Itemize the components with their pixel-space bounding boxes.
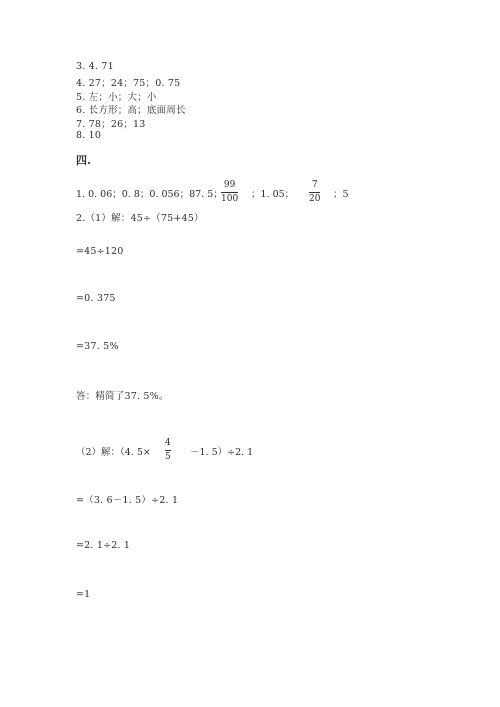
answer-line-8: 8. 10 [76,130,102,141]
q2-part2-frac-num: 4 [165,438,171,448]
q2-line-9: =1 [76,589,91,600]
section-heading: 四. [76,154,91,167]
q2-line-4: =37. 5% [76,341,119,352]
answer-line-5: 5. 左；小；大；小 [76,92,157,103]
q1-text-b: ；1. 05； [251,189,295,200]
q2-part2-frac-den: 5 [165,452,171,462]
answer-line-3: 3. 4. 71 [76,61,114,72]
q1-fraction-2 [309,180,320,205]
fraction-bar [221,192,238,193]
q1-fraction-1 [221,180,238,205]
q1-frac1-num: 99 [223,180,236,190]
q2-line-2: =45÷120 [76,246,124,257]
q1-frac1-den: 100 [221,194,239,204]
answer-line-7: 7. 78；26；13 [76,119,146,130]
q2-part2-text-b: －1. 5）÷2. 1 [190,447,254,458]
q2-line-1: 2.（1）解：45÷（75+45） [76,213,204,224]
answer-line-6: 6. 长方形；高；底面周长 [76,105,186,116]
answer-line-4: 4. 27；24；75；0. 75 [76,78,181,89]
q1-text-a: 1. 0. 06；0. 8；0. 056；87. 5； [76,189,223,200]
q2-part2-fraction [165,438,171,463]
q2-line-3: =0. 375 [76,293,116,304]
fraction-bar [165,450,171,451]
q2-part2-text-a: （2）解：（4. 5× [76,447,151,458]
q1-frac2-num: 7 [311,180,318,190]
q2-line-8: =2. 1÷2. 1 [76,540,131,551]
q2-answer: 答：精简了37. 5%。 [76,391,169,402]
fraction-bar [309,192,320,193]
q1-frac2-den: 20 [309,194,321,204]
q1-text-c: ；5 [333,189,349,200]
q2-line-7: =（3. 6－1. 5）÷2. 1 [76,495,179,506]
